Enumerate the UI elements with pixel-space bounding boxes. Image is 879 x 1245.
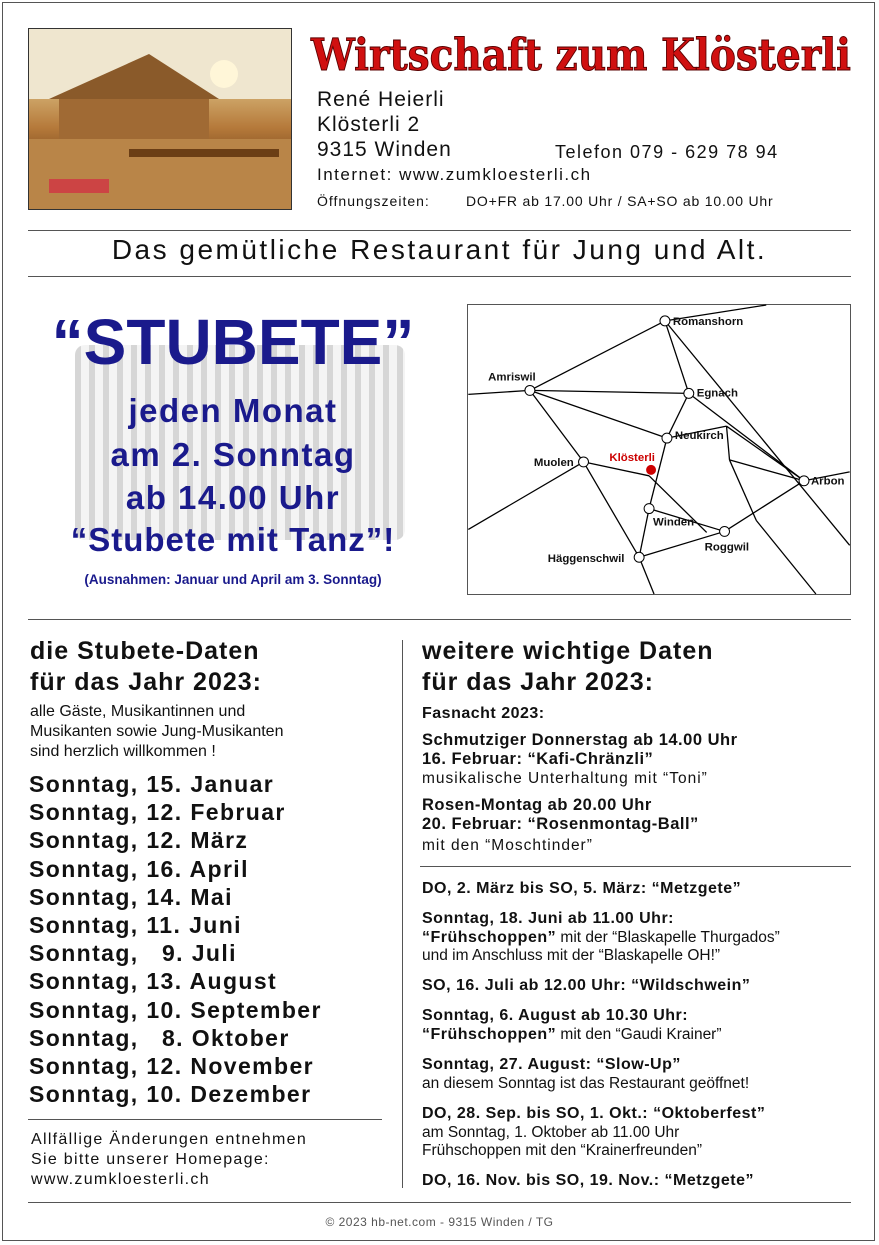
divider bbox=[420, 866, 851, 867]
map-point-winden bbox=[644, 504, 654, 514]
date-item: Sonntag, 14. Mai bbox=[29, 883, 233, 910]
divider bbox=[28, 1202, 851, 1203]
stubete-date-list bbox=[29, 770, 322, 1108]
event-title: SO, 16. Juli ab 12.00 Uhr: “Wildschwein” bbox=[422, 977, 751, 994]
event-desc: mit der “Blaskapelle Thurgados” bbox=[556, 929, 780, 946]
event-title: “Frühschoppen” bbox=[422, 1026, 557, 1043]
event-desc: an diesem Sonntag ist das Restaurant geöffnet! bbox=[422, 1075, 750, 1092]
date-item: Sonntag, 13. August bbox=[29, 968, 278, 995]
event-title: Sonntag, 6. August ab 10.30 Uhr: bbox=[422, 1007, 689, 1024]
street: Klösterli 2 bbox=[317, 113, 421, 136]
owner-name: René Heierli bbox=[317, 88, 445, 111]
event-title: DO, 2. März bis SO, 5. März: “Metzgete” bbox=[422, 880, 742, 897]
date-item: Sonntag, 11. Juni bbox=[29, 912, 242, 939]
map-label: Egnach bbox=[696, 387, 738, 400]
homepage-link[interactable]: www.zumkloesterli.ch bbox=[31, 1171, 210, 1188]
left-heading-2: für das Jahr 2023: bbox=[30, 668, 262, 696]
restaurant-photo bbox=[28, 28, 292, 210]
map-point-kloesterli bbox=[646, 465, 656, 475]
event-line-4: “Stubete mit Tanz”! bbox=[70, 521, 396, 558]
event-title: DO, 16. Nov. bis SO, 19. Nov.: “Metzgete” bbox=[422, 1172, 754, 1189]
date-item: Sonntag, 10. Dezember bbox=[29, 1081, 312, 1108]
map-label: Muolen bbox=[533, 456, 574, 469]
event-line-3: ab 14.00 Uhr bbox=[125, 479, 341, 516]
intro-line: sind herzlich willkommen ! bbox=[30, 743, 216, 760]
divider bbox=[28, 230, 851, 231]
event-line-2: am 2. Sonntag bbox=[110, 436, 356, 473]
map-label-highlight: Klösterli bbox=[609, 451, 655, 464]
map-label: Romanshorn bbox=[672, 315, 744, 328]
event-title: Sonntag, 27. August: “Slow-Up” bbox=[422, 1056, 681, 1073]
change-notice bbox=[31, 1130, 307, 1190]
notice-line: Sie bitte unserer Homepage: bbox=[31, 1151, 270, 1168]
map-point-roggwil bbox=[720, 526, 730, 536]
event-desc: Frühschoppen mit den “Krainerfreunden” bbox=[422, 1142, 703, 1159]
date-item: Sonntag, 10. September bbox=[29, 996, 322, 1023]
map-point-neukirch bbox=[662, 433, 672, 443]
event-note: (Ausnahmen: Januar und April am 3. Sonntag) bbox=[84, 572, 382, 587]
date-item: Sonntag, 12. November bbox=[29, 1053, 315, 1080]
map-point-amriswil bbox=[525, 385, 535, 395]
intro-line: Musikanten sowie Jung-Musikanten bbox=[30, 723, 284, 740]
city: 9315 Winden bbox=[317, 138, 452, 161]
stubete-title: “STUBETE” bbox=[51, 306, 415, 378]
event-title: “Frühschoppen” bbox=[422, 929, 557, 946]
map-label: Arbon bbox=[810, 475, 845, 488]
event-title: DO, 28. Sep. bis SO, 1. Okt.: “Oktoberfest” bbox=[422, 1105, 766, 1122]
fasnacht-heading: Fasnacht 2023: bbox=[422, 705, 545, 722]
map-label: Neukirch bbox=[674, 430, 724, 443]
map-point-arbon bbox=[799, 476, 809, 486]
event-desc: musikalische Unterhaltung mit “Toni” bbox=[422, 770, 708, 787]
map-label: Amriswil bbox=[488, 371, 536, 384]
column-divider bbox=[402, 640, 403, 1188]
event-title: Rosen-Montag ab 20.00 Uhr bbox=[422, 796, 652, 814]
map-point-muolen bbox=[579, 457, 589, 467]
date-item: Sonntag, 12. März bbox=[29, 827, 249, 854]
date-item: Sonntag, 16. April bbox=[29, 855, 249, 882]
date-item: Sonntag, 15. Januar bbox=[29, 771, 275, 797]
website-link[interactable]: Internet: www.zumkloesterli.ch bbox=[317, 165, 592, 184]
location-map bbox=[467, 304, 851, 595]
event-title: Schmutziger Donnerstag ab 14.00 Uhr bbox=[422, 731, 738, 749]
event-desc: und im Anschluss mit der “Blaskapelle OH!” bbox=[422, 947, 721, 964]
event-desc: am Sonntag, 1. Oktober ab 11.00 Uhr bbox=[422, 1124, 680, 1141]
intro-line: alle Gäste, Musikantinnen und bbox=[30, 703, 246, 720]
event-desc: mit den “Gaudi Krainer” bbox=[556, 1026, 722, 1043]
divider bbox=[28, 276, 851, 277]
event-desc: mit den “Moschtinder” bbox=[422, 837, 593, 854]
right-heading-1: weitere wichtige Daten bbox=[422, 637, 714, 665]
date-item: Sonntag, 9. Juli bbox=[29, 940, 237, 967]
event-title: 16. Februar: “Kafi-Chränzli” bbox=[422, 750, 654, 768]
hours-label: Öffnungszeiten: bbox=[317, 193, 430, 209]
phone-number: Telefon 079 - 629 78 94 bbox=[555, 142, 779, 162]
map-label: Häggenschwil bbox=[547, 553, 625, 566]
title-text: Wirtschaft zum Klösterli bbox=[310, 30, 851, 81]
notice-line: Allfällige Änderungen entnehmen bbox=[31, 1131, 308, 1148]
right-heading-2: für das Jahr 2023: bbox=[422, 668, 654, 696]
date-item: Sonntag, 12. Februar bbox=[29, 799, 286, 826]
map-label: Winden bbox=[653, 516, 695, 529]
left-heading-1: die Stubete-Daten bbox=[30, 637, 260, 665]
divider bbox=[28, 1119, 382, 1120]
divider bbox=[28, 619, 851, 620]
event-title: Sonntag, 18. Juni ab 11.00 Uhr: bbox=[422, 910, 675, 927]
opening-hours: DO+FR ab 17.00 Uhr / SA+SO ab 10.00 Uhr bbox=[466, 193, 774, 209]
map-point-romanshorn bbox=[660, 316, 670, 326]
map-point-haeggenschwil bbox=[634, 552, 644, 562]
footer-copyright: © 2023 hb-net.com - 9315 Winden / TG bbox=[325, 1215, 554, 1229]
restaurant-title bbox=[308, 22, 854, 82]
date-item: Sonntag, 8. Oktober bbox=[29, 1024, 290, 1051]
intro-text bbox=[30, 702, 283, 762]
slogan: Das gemütliche Restaurant für Jung und Alt. bbox=[111, 234, 768, 265]
map-label: Roggwil bbox=[704, 541, 750, 554]
event-title: 20. Februar: “Rosenmontag-Ball” bbox=[422, 815, 699, 833]
event-line-1: jeden Monat bbox=[128, 392, 338, 429]
map-point-egnach bbox=[684, 388, 694, 398]
